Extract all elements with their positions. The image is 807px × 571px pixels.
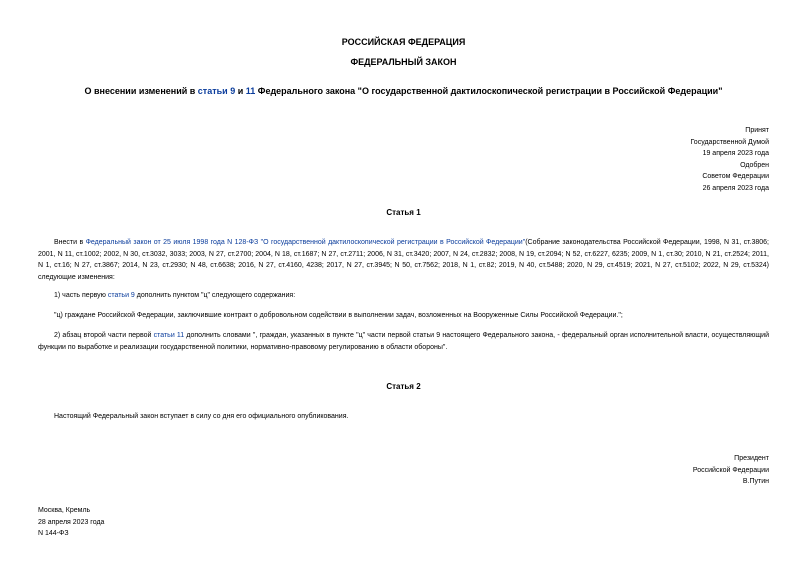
link-article-9-body[interactable]: статьи 9 — [107, 292, 135, 299]
signature-line: Президент — [734, 455, 769, 462]
article-1-heading: Статья 1 — [386, 208, 421, 217]
intro-prefix: Внести в — [54, 239, 86, 246]
adoption-line: Одобрен — [740, 161, 769, 169]
item2-rest: дополнить словами ", граждан, указанных в пункте "ц" части первой статьи 9 настоящего Федерального закона, - федеральный орган исполнительной власти, осуществляющий функции по выработке и реализации государственной политики, нормативно-правовому регулированию в области обороны". — [38, 332, 769, 351]
adoption-line: Принят — [745, 127, 769, 134]
link-federal-law-128[interactable]: Федеральный закон от 25 июля 1998 года N 128-ФЗ "О государственной дактилоскопической регистрации в Российской Федерации" — [85, 239, 526, 246]
footer-line: Москва, Кремль — [38, 507, 91, 514]
title-part3: Федерального закона "О государственной дактилоскопической регистрации в Российской Федерации" — [255, 86, 723, 96]
signature-line: Российской Федерации — [692, 466, 769, 474]
item2-prefix: 2) абзац второй части первой — [54, 332, 154, 339]
article-1-item-1-quote: "ц) граждане Российской Федерации, заключившие контракт о добровольном содействии в выполнении задач, возложенных на Вооруженные Силы Российской Федерации."; — [54, 312, 623, 319]
article-1-item-2 — [38, 330, 769, 353]
article-2-heading: Статья 2 — [386, 382, 421, 391]
intro-rest: (Собрание законодательства Российской Федерации, 1998, N 31, ст.3806; 2001, N 11, ст.1002; 2002, N 30, ст.3032, 3033; 2003, N 27, ст.2700; 2004, N 18, ст.1687; N 27, ст.2711; 2006, N 31, ст.3420; 2007, N 24, ст.2832; 2008, N 19, ст.2094; N 52, ст.6227, 6235; 2009, N 1, ст.30; 2010, N 21, ст.2524; 2011, N 1, ст.16; N 27, ст.3867; 2014, N 23, ст.2930; N 48, ст.6638; 2016, N 27, ст.4160, 4238; 2017, N 27, ст.3945; N 50, ст.7562; 2018, N 1, ст.82; 2019, N 40, ст.5488; 2020, N 29, ст.4519; 2021, N 27, ст.5102; 2022, N 29, ст.5324) следующие изменения: — [38, 239, 769, 281]
adoption-line: Государственной Думой — [690, 138, 769, 146]
title-part2: и — [235, 86, 246, 96]
adoption-line: 26 апреля 2023 года — [702, 184, 769, 192]
item1-rest: дополнить пунктом "ц" следующего содержания: — [134, 292, 296, 299]
country-heading: РОССИЙСКАЯ ФЕДЕРАЦИЯ — [341, 37, 466, 47]
article-1-intro — [38, 237, 769, 283]
title-part1: О внесении изменений в — [84, 86, 198, 96]
adoption-line: 19 апреля 2023 года — [702, 150, 769, 157]
link-article-9[interactable]: статьи 9 — [197, 86, 236, 96]
signature-line: В.Путин — [742, 478, 769, 485]
law-type-heading: ФЕДЕРАЛЬНЫЙ ЗАКОН — [350, 57, 457, 67]
item1-prefix: 1) часть первую — [54, 292, 108, 299]
article-2-text: Настоящий Федеральный закон вступает в силу со дня его официального опубликования. — [54, 413, 349, 420]
law-title — [0, 86, 807, 96]
article-1-item-1 — [38, 290, 769, 302]
footer-block — [38, 505, 104, 540]
link-article-11-body[interactable]: статьи 11 — [153, 332, 185, 339]
footer-line: N 144-ФЗ — [38, 530, 69, 537]
signature-block — [693, 453, 769, 488]
footer-line: 28 апреля 2023 года — [38, 518, 105, 526]
link-article-11[interactable]: 11 — [245, 86, 256, 96]
adoption-line: Советом Федерации — [702, 173, 769, 180]
adoption-block — [690, 125, 769, 194]
